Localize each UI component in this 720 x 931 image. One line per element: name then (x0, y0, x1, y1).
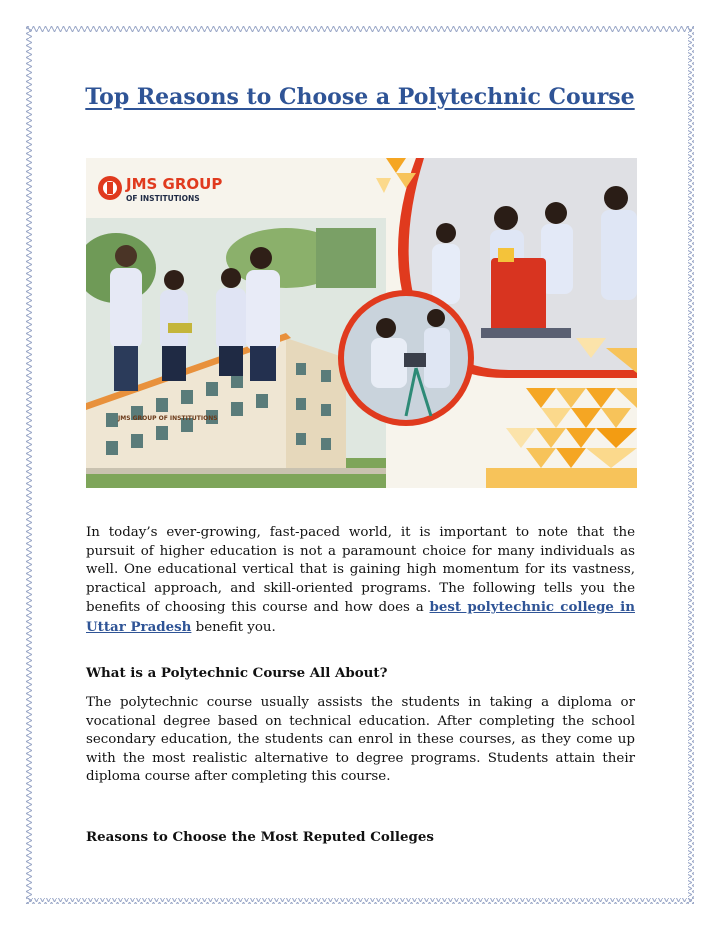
svg-text:JMS GROUP: JMS GROUP (126, 175, 223, 193)
intro-paragraph (86, 524, 635, 638)
section1-paragraph: The polytechnic course usually assists the students in taking a diploma or vocational degree based on technical education. After completing the school secondary education, the students can enrol in these courses, as they come up with the most realistic alternative to degree programs. Students attain their diploma course after completing this course. (86, 695, 635, 785)
intro-text: In today’s ever-growing, fast-paced world, it is important to note that the pursuit of higher education is not a paramount choice for many individuals as well. One educational vertical that is gaining high momentum for its vastness, practical approach, and skill-oriented programs. The following tells you the benefits of choosing this course and how does a (86, 525, 635, 616)
document-title: Top Reasons to Choose a Polytechnic Course (85, 84, 635, 110)
intro-text-end: benefit you. (191, 619, 276, 635)
building-sign: JMS GROUP OF INSTITUTIONS (118, 415, 218, 422)
hero-image (86, 158, 637, 488)
polytechnic-college-link[interactable]: best polytechnic college in Uttar Pradesh (86, 599, 635, 635)
svg-text:OF INSTITUTIONS: OF INSTITUTIONS (126, 194, 200, 203)
section2-heading: Reasons to Choose the Most Reputed Colleges (86, 829, 434, 845)
section1-heading: What is a Polytechnic Course All About? (86, 665, 388, 681)
